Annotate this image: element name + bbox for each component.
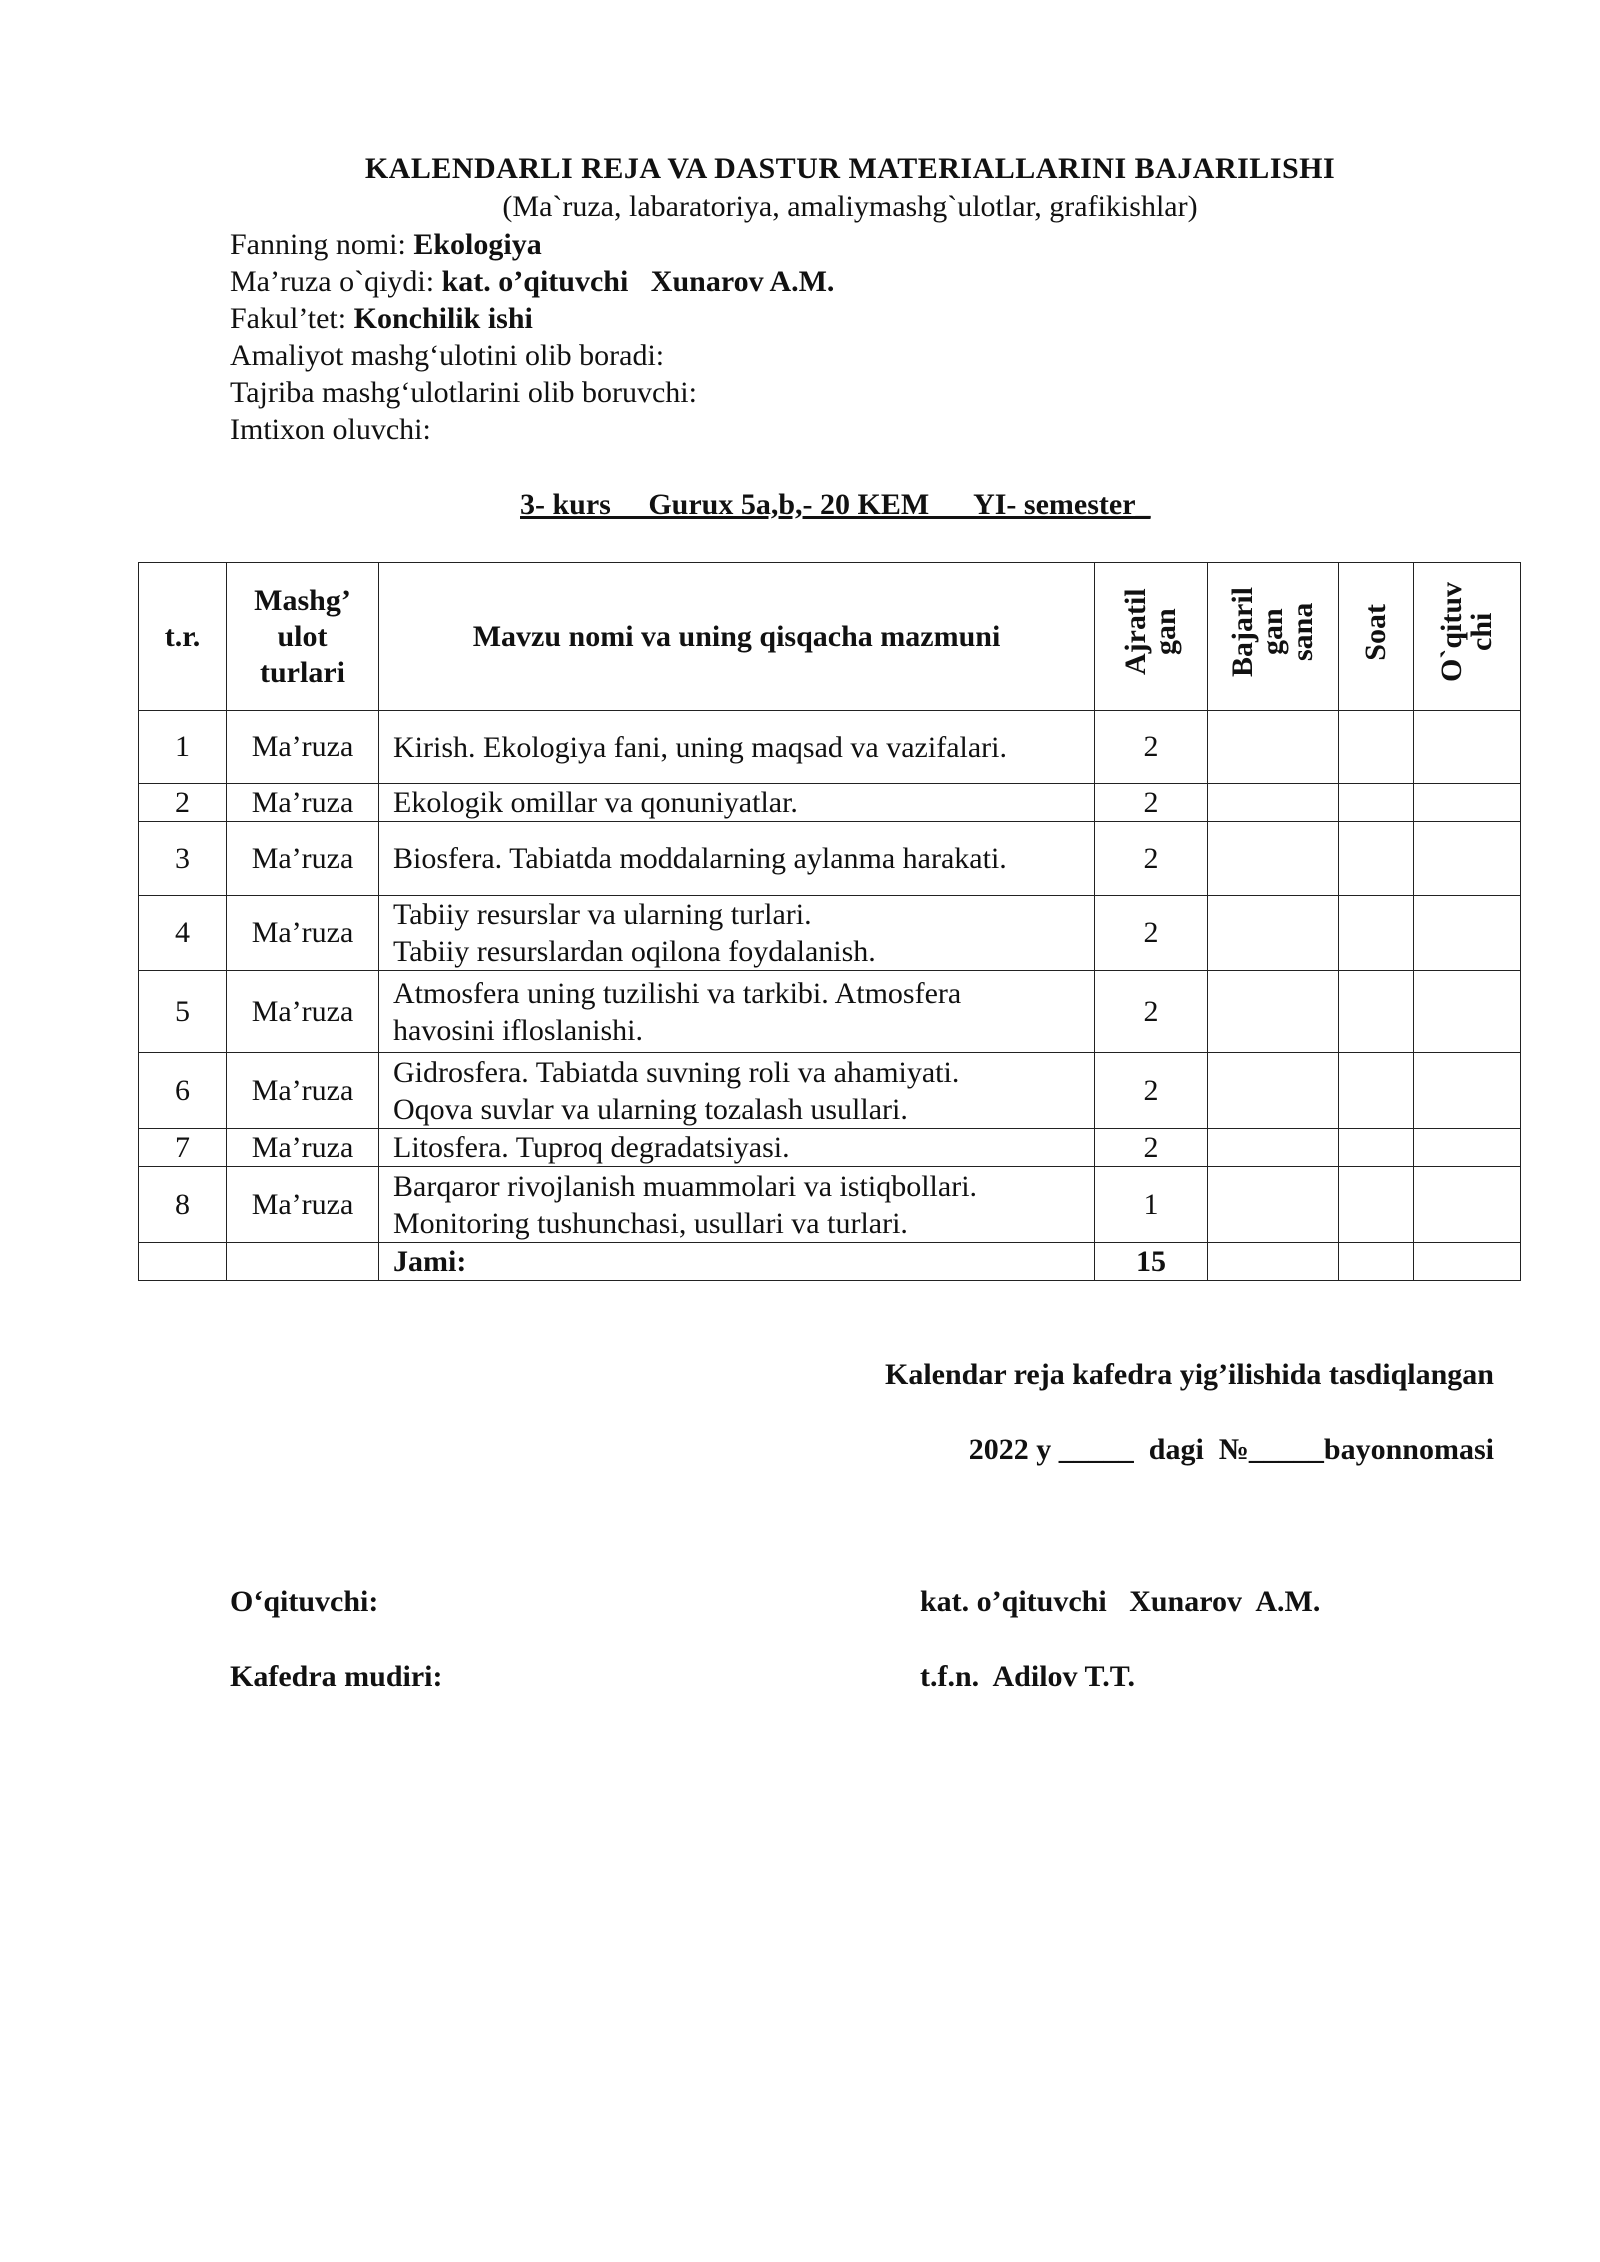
row-hours (1339, 971, 1414, 1053)
row-allocated: 2 (1095, 1129, 1208, 1167)
total-teacher (1414, 1243, 1521, 1281)
row-done-date (1208, 711, 1339, 784)
practice-line: Amaliyot mashg‘ulotini olib boradi: (230, 339, 665, 372)
header-teacher (1414, 563, 1521, 711)
row-num: 4 (139, 896, 227, 971)
row-teacher (1414, 784, 1521, 822)
row-topic (379, 1129, 1095, 1167)
row-teacher (1414, 1167, 1521, 1243)
table-row (139, 1167, 1521, 1243)
row-teacher (1414, 822, 1521, 896)
row-type: Ma’ruza (227, 1053, 379, 1129)
header-hours (1339, 563, 1414, 711)
row-type: Ma’ruza (227, 1167, 379, 1243)
group-line: 3- kurs Gurux 5a,b,- 20 KEM YI- semester_ (520, 488, 1151, 521)
approval-line-2: 2022 y _____ dagi №_____bayonnomasi (968, 1433, 1494, 1466)
row-topic-line: Barqaror rivojlanish muammolari va istiqbollari. (393, 1169, 978, 1203)
row-topic-line: Monitoring tushunchasi, usullari va turlari. (393, 1206, 908, 1240)
row-topic-line: Tabiiy resurslar va ularning turlari. (393, 898, 812, 931)
row-done-date (1208, 784, 1339, 822)
faculty-label: Fakul’tet: (230, 302, 354, 335)
table-row (139, 1053, 1521, 1129)
row-topic-line: Biosfera. Tabiatda moddalarning aylanma harakati. (393, 842, 1007, 875)
table-row (139, 822, 1521, 896)
row-type: Ma’ruza (227, 1129, 379, 1167)
row-allocated: 1 (1095, 1167, 1208, 1243)
row-hours (1339, 896, 1414, 971)
row-topic (379, 896, 1095, 971)
row-done-date (1208, 822, 1339, 896)
row-hours (1339, 711, 1414, 784)
lecturer-label: Ma’ruza o`qiydi: (230, 265, 442, 298)
row-num: 6 (139, 1053, 227, 1129)
header-type-label: Mashg’ ulot turlari (254, 583, 351, 689)
lecturer-line (230, 263, 834, 300)
row-teacher (1414, 1129, 1521, 1167)
row-hours (1339, 1129, 1414, 1167)
row-type: Ma’ruza (227, 822, 379, 896)
row-num: 2 (139, 784, 227, 822)
lecturer-value: kat. o’qituvchi Xunarov A.M. (441, 265, 835, 298)
header-topic: Mavzu nomi va uning qisqacha mazmuni (379, 563, 1095, 711)
table-row (139, 971, 1521, 1053)
total-num (139, 1243, 227, 1281)
document-title: KALENDARLI REJA VA DASTUR MATERIALLARINI BAJARILISHI (364, 152, 1336, 185)
row-topic-line: Oqova suvlar va ularning tozalash usullari. (393, 1092, 908, 1126)
approval-line-1: Kalendar reja kafedra yig’ilishida tasdiqlangan (885, 1358, 1494, 1391)
total-label: Jami: (379, 1243, 1095, 1281)
row-teacher (1414, 1053, 1521, 1129)
row-teacher (1414, 711, 1521, 784)
table-row (139, 1129, 1521, 1167)
row-num: 8 (139, 1167, 227, 1243)
row-type: Ma’ruza (227, 896, 379, 971)
table-total-row (139, 1243, 1521, 1281)
row-topic-line: havosini ifloslanishi. (393, 1013, 643, 1047)
row-num: 5 (139, 971, 227, 1053)
row-done-date (1208, 1167, 1339, 1243)
head-signature-label: Kafedra mudiri: (230, 1660, 443, 1693)
row-allocated: 2 (1095, 1053, 1208, 1129)
row-num: 7 (139, 1129, 227, 1167)
table-row (139, 711, 1521, 784)
subject-label: Fanning nomi: (230, 228, 414, 261)
calendar-plan-table (138, 562, 1521, 1281)
row-hours (1339, 822, 1414, 896)
row-topic (379, 971, 1095, 1053)
header-done-date (1208, 563, 1339, 711)
row-allocated: 2 (1095, 822, 1208, 896)
document-subtitle: (Ma`ruza, labaratoriya, amaliymashg`ulotlar, grafikishlar) (502, 190, 1198, 223)
row-type: Ma’ruza (227, 784, 379, 822)
row-hours (1339, 784, 1414, 822)
header-num: t.r. (139, 563, 227, 711)
row-topic (379, 822, 1095, 896)
row-topic (379, 711, 1095, 784)
subject-value: Ekologiya (413, 228, 542, 261)
row-topic-line: Tabiiy resurslardan oqilona foydalanish. (393, 935, 876, 968)
row-allocated: 2 (1095, 711, 1208, 784)
row-topic-line: Kirish. Ekologiya fani, uning maqsad va vazifalari. (393, 730, 1007, 764)
total-hours (1339, 1243, 1414, 1281)
total-value: 15 (1095, 1243, 1208, 1281)
row-topic-line: Atmosfera uning tuzilishi va tarkibi. Atmosfera (393, 976, 962, 1010)
row-done-date (1208, 896, 1339, 971)
subject-line (230, 226, 542, 263)
row-hours (1339, 1053, 1414, 1129)
row-done-date (1208, 971, 1339, 1053)
row-done-date (1208, 1129, 1339, 1167)
row-done-date (1208, 1053, 1339, 1129)
row-num: 3 (139, 822, 227, 896)
total-done-date (1208, 1243, 1339, 1281)
header-teacher-label: O`qituv chi (1435, 581, 1498, 682)
row-allocated: 2 (1095, 784, 1208, 822)
faculty-line (230, 300, 533, 337)
lab-line: Tajriba mashg‘ulotlarini olib boruvchi: (230, 376, 697, 409)
row-allocated: 2 (1095, 971, 1208, 1053)
row-topic-line: Ekologik omillar va qonuniyatlar. (393, 786, 798, 819)
header-type (227, 563, 379, 711)
row-teacher (1414, 971, 1521, 1053)
header-allocated-label: Ajratil gan (1119, 588, 1182, 676)
row-type: Ma’ruza (227, 971, 379, 1053)
header-done-date-label: Bajaril gan sana (1226, 587, 1319, 677)
row-topic (379, 1167, 1095, 1243)
row-hours (1339, 1167, 1414, 1243)
table-row (139, 896, 1521, 971)
row-topic-line: Gidrosfera. Tabiatda suvning roli va ahamiyati. (393, 1055, 960, 1089)
row-topic (379, 784, 1095, 822)
exam-line: Imtixon oluvchi: (230, 413, 431, 446)
row-type: Ma’ruza (227, 711, 379, 784)
header-hours-label: Soat (1359, 603, 1392, 661)
row-topic (379, 1053, 1095, 1129)
row-teacher (1414, 896, 1521, 971)
table-row (139, 784, 1521, 822)
teacher-signature-name: kat. o’qituvchi Xunarov A.M. (920, 1585, 1321, 1618)
row-num: 1 (139, 711, 227, 784)
header-allocated (1095, 563, 1208, 711)
total-type (227, 1243, 379, 1281)
row-allocated: 2 (1095, 896, 1208, 971)
table-header-row (139, 563, 1521, 711)
teacher-signature-label: O‘qituvchi: (230, 1585, 379, 1618)
row-topic-line: Litosfera. Tuproq degradatsiyasi. (393, 1131, 790, 1164)
faculty-value: Konchilik ishi (353, 302, 533, 335)
head-signature-name: t.f.n. Adilov T.T. (920, 1660, 1136, 1693)
